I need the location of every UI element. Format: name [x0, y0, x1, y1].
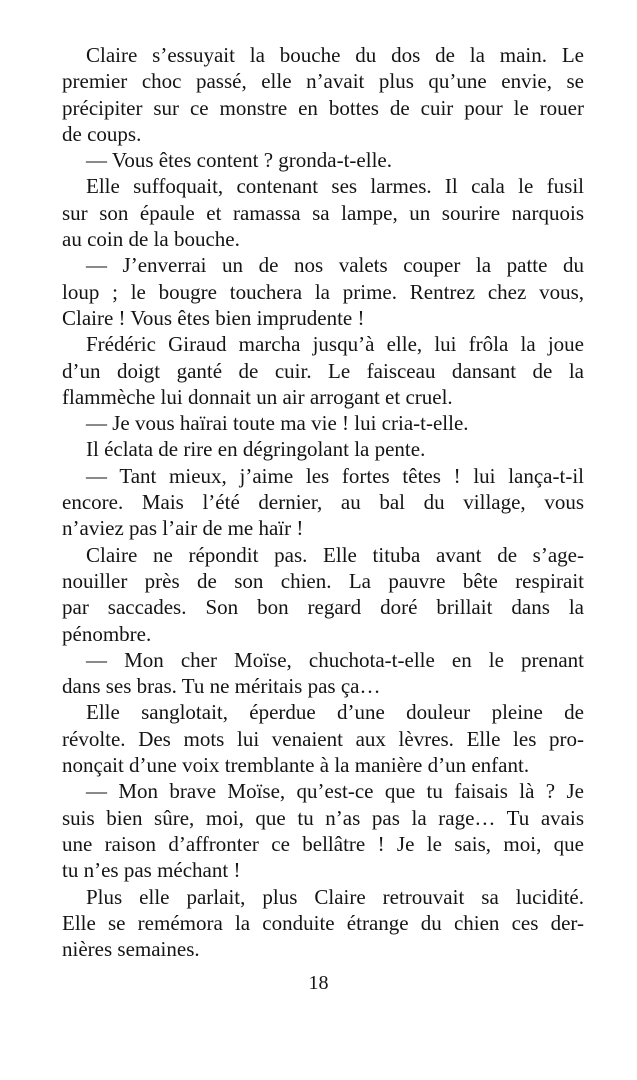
text-line: Claire ! Vous êtes bien imprudente ! [62, 305, 365, 330]
text-line: révolte. Des mots lui venaient aux lèvres. Elle les pro- [62, 726, 584, 751]
text-line: flammèche lui donnait un air arrogant et cruel. [62, 384, 453, 409]
text-line: — J’enverrai un de nos valets couper la patte du [86, 253, 584, 278]
text-line: nonçait d’une voix tremblante à la manière d’un enfant. [62, 753, 530, 778]
text-line: Claire ne répondit pas. Elle tituba avant de s’age- [86, 542, 584, 567]
text-line: par saccades. Son bon regard doré brillait dans la [62, 595, 584, 620]
text-line: une raison d’affronter ce bellâtre ! Je le sais, moi, que [62, 831, 584, 856]
text-line: n’aviez pas l’air de me haïr ! [62, 516, 304, 541]
text-line: d’un doigt ganté de cuir. Le faisceau dansant de la [62, 358, 584, 383]
text-line: tu n’es pas méchant ! [62, 858, 241, 883]
text-line: Elle se remémora la conduite étrange du chien ces der- [62, 910, 584, 935]
text-line: au coin de la bouche. [62, 227, 240, 252]
text-line: encore. Mais l’été dernier, au bal du village, vous [62, 490, 584, 515]
page-number: 18 [308, 972, 329, 994]
text-line: de coups. [62, 121, 142, 146]
text-line: — Mon brave Moïse, qu’est-ce que tu faisais là ? Je [86, 779, 584, 804]
text-line: nières semaines. [62, 937, 200, 962]
text-line: Claire s’essuyait la bouche du dos de la main. Le [86, 43, 584, 67]
text-line: loup ; le bougre touchera la prime. Rentrez chez vous, [62, 279, 584, 304]
text-line: Il éclata de rire en dégringolant la pente. [86, 437, 426, 462]
text-line: suis bien sûre, moi, que tu n’as pas la rage… Tu avais [62, 805, 584, 830]
text-line: pénombre. [62, 621, 152, 646]
text-line: nouiller près de son chien. La pauvre bête respirait [62, 568, 584, 593]
text-line: Elle sanglotait, éperdue d’une douleur pleine de [86, 700, 584, 725]
text-line: Frédéric Giraud marcha jusqu’à elle, lui frôla la joue [86, 332, 584, 357]
text-line: — Je vous haïrai toute ma vie ! lui cria-t-elle. [86, 411, 469, 436]
text-line: Plus elle parlait, plus Claire retrouvait sa lucidité. [86, 884, 584, 909]
text-line: — Mon cher Moïse, chuchota-t-elle en le prenant [86, 647, 584, 672]
text-line: précipiter sur ce monstre en bottes de cuir pour le rouer [62, 95, 584, 120]
text-line: dans ses bras. Tu ne méritais pas ça… [62, 674, 381, 699]
text-line: sur son épaule et ramassa sa lampe, un sourire narquois [62, 200, 584, 225]
text-line: — Tant mieux, j’aime les fortes têtes ! lui lança-t-il [86, 463, 584, 488]
text-line: Elle suffoquait, contenant ses larmes. Il cala le fusil [86, 174, 584, 199]
body-text [62, 42, 584, 962]
text-line: — Vous êtes content ? gronda-t-elle. [86, 148, 392, 173]
text-line: premier choc passé, elle n’avait plus qu’une envie, se [62, 69, 584, 94]
